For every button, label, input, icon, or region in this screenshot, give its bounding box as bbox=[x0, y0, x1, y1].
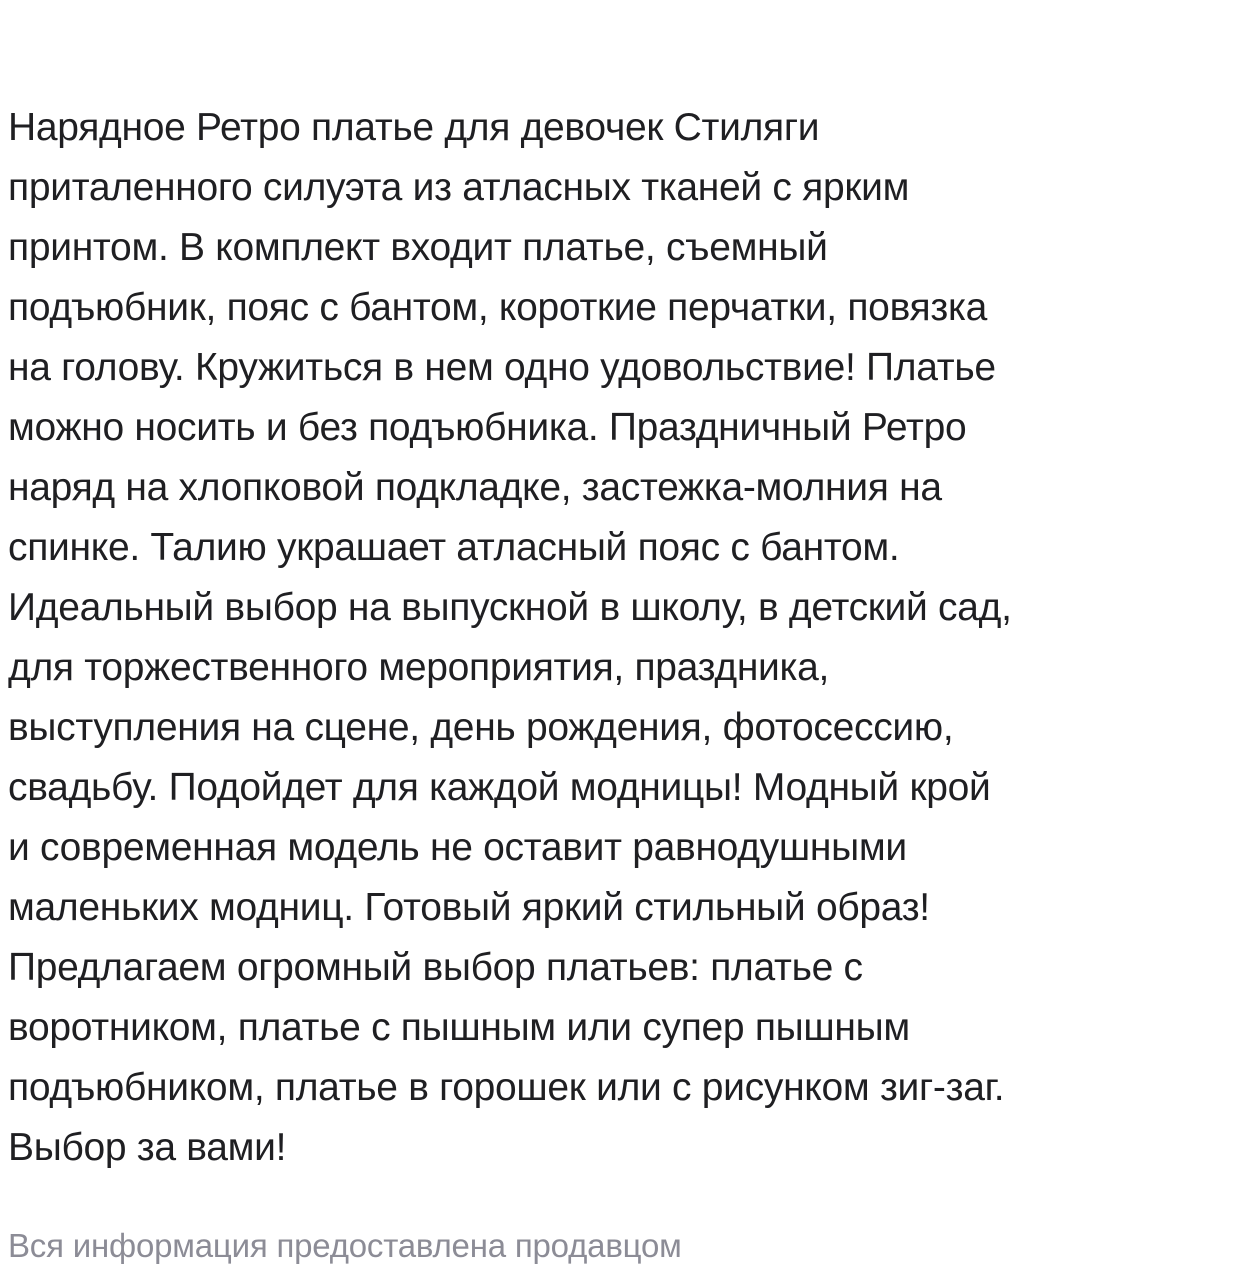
description-line: подъюбник, пояс с бантом, короткие перчатки, повязка bbox=[8, 286, 987, 329]
description-line: подъюбником, платье в горошек или с рисунком зиг-заг. bbox=[8, 1066, 1005, 1109]
description-line: для торжественного мероприятия, праздника, bbox=[8, 646, 830, 689]
description-line: воротником, платье с пышным или супер пышным bbox=[8, 1006, 910, 1049]
description-line: Выбор за вами! bbox=[8, 1126, 287, 1169]
description-line: Идеальный выбор на выпускной в школу, в детский сад, bbox=[8, 586, 1012, 629]
description-line: приталенного силуэта из атласных тканей с ярким bbox=[8, 166, 910, 209]
description-line: и современная модель не оставит равнодушными bbox=[8, 826, 907, 869]
description-line: свадьбу. Подойдет для каждой модницы! Модный крой bbox=[8, 766, 991, 809]
description-line: маленьких модниц. Готовый яркий стильный образ! bbox=[8, 886, 930, 929]
description-line: можно носить и без подъюбника. Праздничный Ретро bbox=[8, 406, 967, 449]
product-description bbox=[8, 98, 1012, 1178]
description-line: Предлагаем огромный выбор платьев: платье с bbox=[8, 946, 863, 989]
description-line: выступления на сцене, день рождения, фотосессию, bbox=[8, 706, 954, 749]
description-line: наряд на хлопковой подкладке, застежка-молния на bbox=[8, 466, 942, 509]
seller-info-note: Вся информация предоставлена продавцом bbox=[8, 1227, 682, 1264]
description-line: на голову. Кружиться в нем одно удовольствие! Платье bbox=[8, 346, 996, 389]
description-line: спинке. Талию украшает атласный пояс с бантом. bbox=[8, 526, 900, 569]
description-line: принтом. В комплект входит платье, съемный bbox=[8, 226, 828, 269]
description-line: Нарядное Ретро платье для девочек Стиляги bbox=[8, 106, 820, 149]
